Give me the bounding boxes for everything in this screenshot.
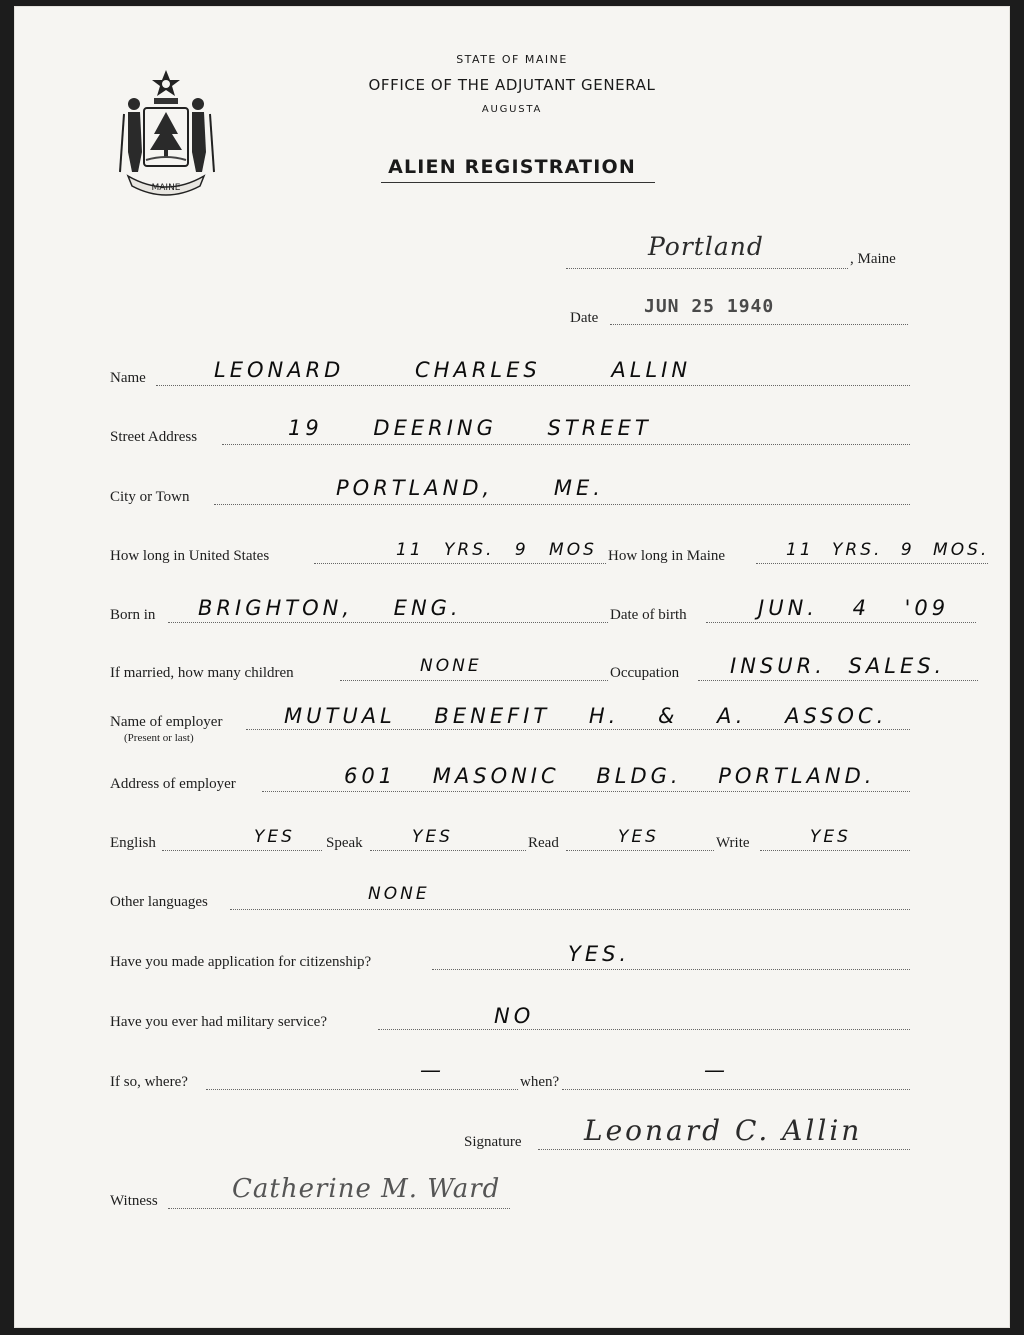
occupation-label: Occupation <box>610 665 680 681</box>
how-long-us-label: How long in United States <box>110 548 270 564</box>
when-label: when? <box>520 1074 560 1090</box>
when-value: — <box>704 1058 729 1082</box>
how-long-us-line <box>314 563 606 564</box>
occupation-line <box>698 680 978 681</box>
employer-address-value: 601 MASONIC BLDG. PORTLAND. <box>344 764 876 788</box>
city-value: PORTLAND, ME. <box>336 476 604 500</box>
header-city: AUGUSTA <box>481 104 543 115</box>
when-line <box>562 1089 910 1090</box>
witness-value: Catherine M. Ward <box>232 1174 501 1204</box>
speak-line <box>370 850 526 851</box>
employer-sublabel: (Present or last) <box>124 732 194 744</box>
other-languages-value: NONE <box>368 884 430 904</box>
read-label: Read <box>528 835 559 851</box>
employer-line <box>246 729 910 730</box>
date-line <box>610 324 908 325</box>
employer-address-line <box>262 791 910 792</box>
where-value: — <box>420 1058 445 1082</box>
employer-label: Name of employer <box>110 714 223 730</box>
occupation-value: INSUR. SALES. <box>730 654 946 678</box>
military-value: NO <box>494 1004 535 1028</box>
city-label: City or Town <box>110 489 190 505</box>
born-in-label: Born in <box>110 607 156 623</box>
header-state: STATE OF MAINE <box>456 53 568 66</box>
write-line <box>760 850 910 851</box>
date-of-birth-label: Date of birth <box>610 607 687 623</box>
citizenship-value: YES. <box>568 942 631 966</box>
english-line <box>162 850 322 851</box>
street-line <box>222 444 910 445</box>
date-label: Date <box>570 310 599 326</box>
place-suffix: , Maine <box>850 251 896 267</box>
date-of-birth-value: JUN. 4 '09 <box>758 596 950 620</box>
children-value: NONE <box>420 656 482 676</box>
read-value: YES <box>618 827 659 847</box>
employer-value: MUTUAL BENEFIT H. & A. ASSOC. <box>284 704 888 728</box>
city-line <box>214 504 910 505</box>
speak-label: Speak <box>326 835 363 851</box>
born-in-value: BRIGHTON, ENG. <box>198 596 462 620</box>
read-line <box>566 850 714 851</box>
how-long-maine-value: 11 YRS. 9 MOS. <box>786 540 990 560</box>
header-office: OFFICE OF THE ADJUTANT GENERAL <box>368 76 656 94</box>
where-line <box>206 1089 518 1090</box>
signature-label: Signature <box>464 1134 522 1150</box>
english-value: YES <box>254 827 295 847</box>
how-long-us-value: 11 YRS. 9 MOS <box>396 540 597 560</box>
citizenship-label: Have you made application for citizenship? <box>110 954 372 970</box>
form-title: ALIEN REGISTRATION <box>388 156 636 178</box>
street-value: 19 DEERING STREET <box>288 416 652 440</box>
employer-address-label: Address of employer <box>110 776 236 792</box>
seal-text: MAINE <box>151 183 181 193</box>
name-label: Name <box>110 370 146 386</box>
write-label: Write <box>716 835 750 851</box>
other-languages-label: Other languages <box>110 894 208 910</box>
registration-form <box>14 6 1010 1328</box>
military-line <box>378 1029 910 1030</box>
how-long-maine-line <box>756 563 988 564</box>
place-value: Portland <box>648 232 764 261</box>
date-stamp: JUN 25 1940 <box>644 296 775 317</box>
military-label: Have you ever had military service? <box>110 1014 327 1030</box>
citizenship-line <box>432 969 910 970</box>
street-label: Street Address <box>110 429 198 445</box>
other-languages-line <box>230 909 910 910</box>
write-value: YES <box>810 827 851 847</box>
witness-line <box>168 1208 510 1209</box>
date-of-birth-line <box>706 622 976 623</box>
how-long-maine-label: How long in Maine <box>608 548 726 564</box>
signature-value: Leonard C. Allin <box>584 1114 863 1147</box>
signature-line <box>538 1149 910 1150</box>
children-label: If married, how many children <box>110 665 294 681</box>
born-in-line <box>168 622 608 623</box>
place-line <box>566 268 848 269</box>
speak-value: YES <box>412 827 453 847</box>
children-line <box>340 680 608 681</box>
title-underline <box>381 182 655 183</box>
witness-label: Witness <box>110 1193 158 1209</box>
where-label: If so, where? <box>110 1074 188 1090</box>
name-line <box>156 385 910 386</box>
english-label: English <box>110 835 156 851</box>
name-value: LEONARD CHARLES ALLIN <box>214 358 692 382</box>
